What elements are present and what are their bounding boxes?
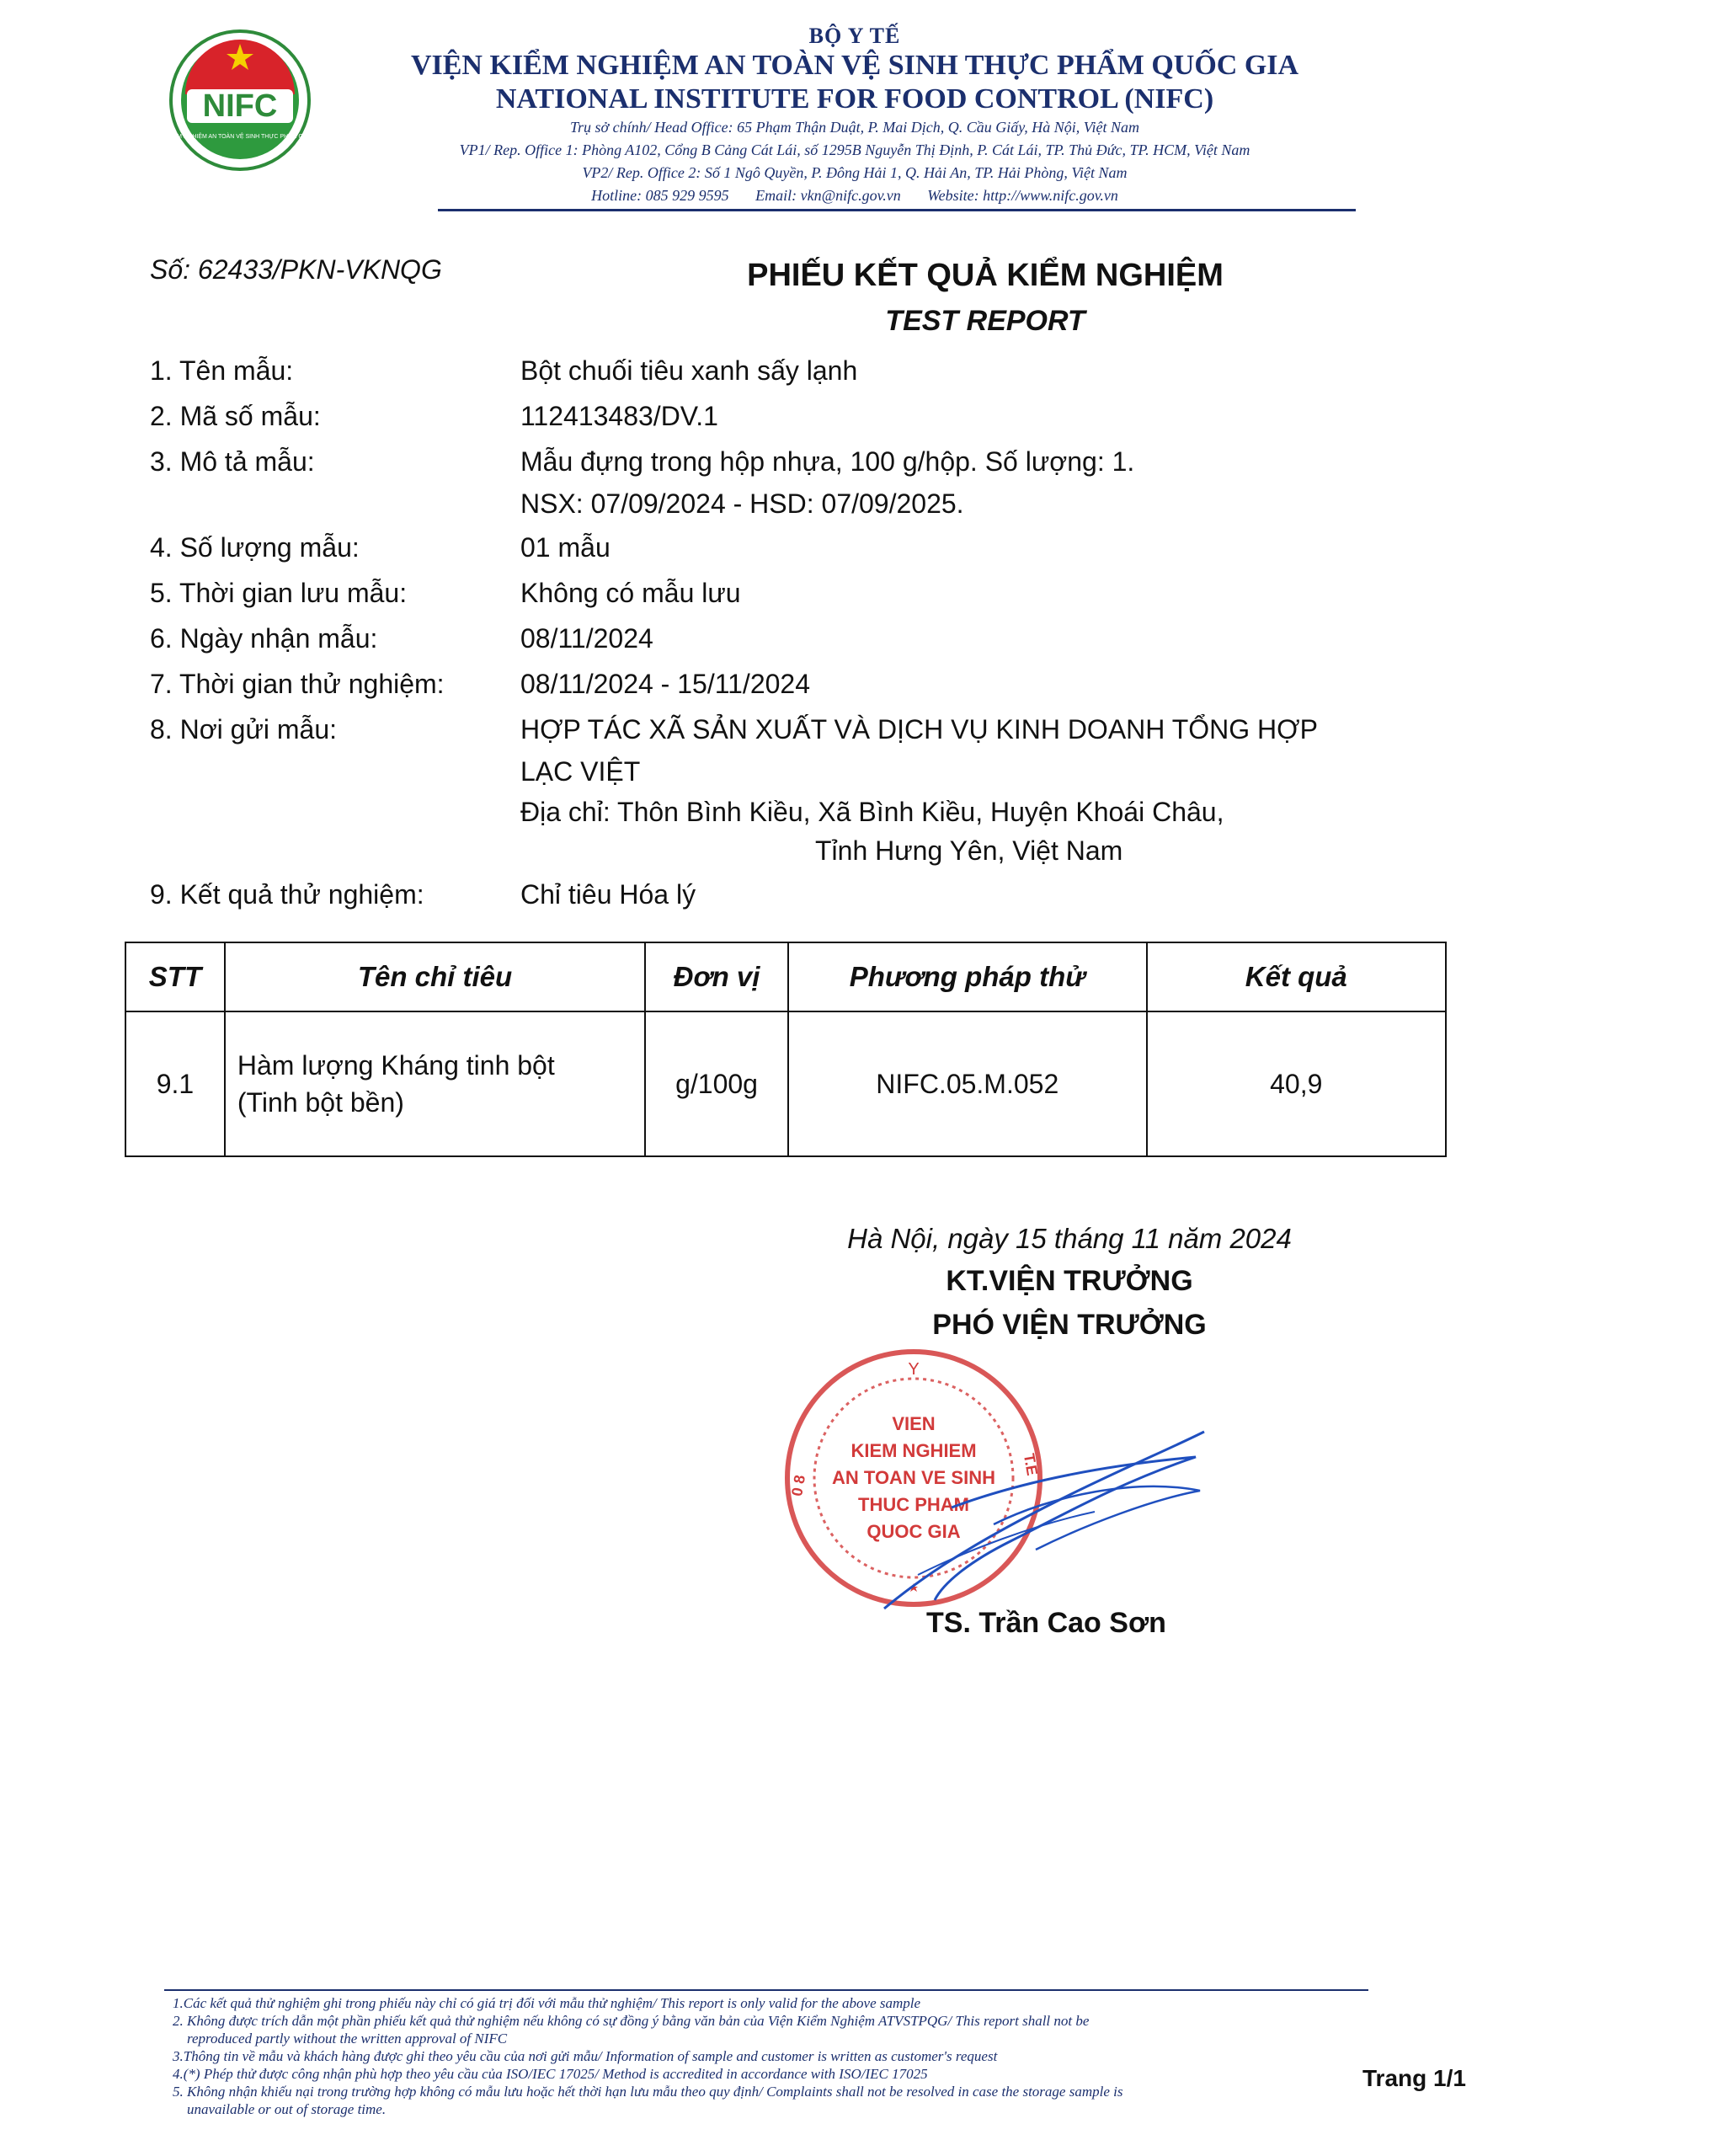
info-label: 8. Nơi gửi mẫu: bbox=[150, 714, 338, 744]
info-value: LẠC VIỆT bbox=[520, 756, 641, 787]
info-value: 08/11/2024 - 15/11/2024 bbox=[520, 669, 810, 699]
stamp-line: AN TOAN VE SINH bbox=[832, 1467, 995, 1488]
report-subtitle: TEST REPORT bbox=[885, 305, 1085, 337]
footer-note: 3.Thông tin về mẫu và khách hàng được ghi theo yêu cầu của nơi gửi mẫu/ Information of sample and customer is written as customer's request bbox=[173, 2048, 998, 2064]
nifc-logo bbox=[152, 29, 328, 172]
handwritten-signature bbox=[867, 1398, 1221, 1617]
col-header-name: Tên chỉ tiêu bbox=[225, 942, 645, 1011]
info-value: Tỉnh Hưng Yên, Việt Nam bbox=[815, 835, 1123, 866]
stamp-line: KIEM NGHIEM bbox=[851, 1440, 977, 1461]
table-header-row bbox=[125, 942, 1446, 1011]
rep-office-2-address: VP2/ Rep. Office 2: Số 1 Ngô Quyền, P. Đông Hải 1, Q. Hải An, TP. Hải Phòng, Việt Nam bbox=[582, 164, 1128, 181]
signing-date: Hà Nội, ngày 15 tháng 11 năm 2024 bbox=[847, 1223, 1292, 1254]
footer-note: 4.(*) Phép thử được công nhận phù hợp theo yêu cầu của ISO/IEC 17025/ Method is accredited in accordance with ISO/IEC 17025 bbox=[173, 2066, 928, 2082]
info-value: Không có mẫu lưu bbox=[520, 578, 741, 608]
col-header-result: Kết quả bbox=[1147, 942, 1446, 1011]
footer-note: 1.Các kết quả thử nghiệm ghi trong phiếu này chỉ có giá trị đối với mẫu thử nghiệm/ This report is only valid for the above sample bbox=[173, 1995, 921, 2011]
contact-line: Hotline: 085 929 9595 Email: vkn@nifc.gov.vn Website: http://www.nifc.gov.vn bbox=[591, 187, 1118, 204]
report-title: PHIẾU KẾT QUẢ KIỂM NGHIỆM bbox=[747, 258, 1224, 293]
cell-unit: g/100g bbox=[645, 1011, 788, 1156]
info-label: 9. Kết quả thử nghiệm: bbox=[150, 879, 424, 910]
ministry-name: BỘ Y TẾ bbox=[808, 24, 901, 48]
rep-office-1-address: VP1/ Rep. Office 1: Phòng A102, Cổng B Cảng Cát Lái, số 1295B Nguyễn Thị Định, P. Cát Lái, TP. Thủ Đức, TP. HCM, Việt Nam bbox=[459, 141, 1250, 158]
cell-method: NIFC.05.M.052 bbox=[788, 1011, 1147, 1156]
institute-name-vi: VIỆN KIỂM NGHIỆM AN TOÀN VỆ SINH THỰC PHẨM QUỐC GIA bbox=[410, 50, 1299, 81]
info-label: 4. Số lượng mẫu: bbox=[150, 532, 360, 563]
signer-name: TS. Trần Cao Sơn bbox=[926, 1607, 1166, 1639]
info-label: 1. Tên mẫu: bbox=[150, 355, 294, 386]
stamp-right-text: T.E bbox=[1020, 1452, 1042, 1477]
cell-stt: 9.1 bbox=[125, 1011, 225, 1156]
table-row bbox=[125, 1011, 1446, 1156]
footer-note: unavailable or out of storage time. bbox=[173, 2101, 387, 2117]
footer-note: reproduced partly without the written approval of NIFC bbox=[173, 2031, 508, 2047]
info-label: 5. Thời gian lưu mẫu: bbox=[150, 578, 408, 608]
info-label: 2. Mã số mẫu: bbox=[150, 401, 321, 431]
col-header-unit: Đơn vị bbox=[645, 942, 788, 1011]
info-label: 6. Ngày nhận mẫu: bbox=[150, 623, 378, 654]
cell-name-line1: Hàm lượng Kháng tinh bột bbox=[237, 1050, 555, 1081]
info-value: 112413483/DV.1 bbox=[520, 401, 718, 431]
info-value: Mẫu đựng trong hộp nhựa, 100 g/hộp. Số lượng: 1. bbox=[520, 446, 1135, 477]
info-value: NSX: 07/09/2024 - HSD: 07/09/2025. bbox=[520, 488, 964, 519]
cell-result: 40,9 bbox=[1147, 1011, 1446, 1156]
stamp-top-text: Y bbox=[908, 1360, 920, 1379]
cell-name-line2: (Tinh bột bền) bbox=[237, 1087, 404, 1118]
page-number: Trang 1/1 bbox=[1362, 2065, 1466, 2091]
institute-name-en: NATIONAL INSTITUTE FOR FOOD CONTROL (NIFC) bbox=[495, 83, 1214, 115]
signer-title-2: PHÓ VIỆN TRƯỞNG bbox=[932, 1309, 1207, 1341]
footer-divider bbox=[164, 1989, 1368, 1991]
head-office-address: Trụ sở chính/ Head Office: 65 Phạm Thận Duật, P. Mai Dịch, Q. Cầu Giấy, Hà Nội, Việt Nam bbox=[570, 119, 1139, 136]
stamp-line: THUC PHAM bbox=[858, 1494, 969, 1515]
header-divider bbox=[438, 209, 1356, 211]
signer-title-1: KT.VIỆN TRƯỞNG bbox=[946, 1265, 1193, 1297]
logo-text: NIFC bbox=[202, 88, 278, 124]
info-label: 7. Thời gian thử nghiệm: bbox=[150, 669, 445, 699]
stamp-left-text: 0 8 bbox=[788, 1473, 809, 1498]
stamp-line: QUOC GIA bbox=[866, 1521, 961, 1542]
info-value: HỢP TÁC XÃ SẢN XUẤT VÀ DỊCH VỤ KINH DOANH TỔNG HỢP bbox=[520, 714, 1318, 744]
info-label: 3. Mô tả mẫu: bbox=[150, 446, 315, 477]
stamp-line: VIEN bbox=[892, 1413, 936, 1434]
logo-ring-text: VIỆN KIỂM NGHIỆM AN TOÀN VỆ SINH THỰC PHẨM QUỐC GIA bbox=[152, 134, 328, 140]
info-value: Chỉ tiêu Hóa lý bbox=[520, 879, 696, 910]
cell-name bbox=[225, 1011, 645, 1156]
footer-notes bbox=[173, 1994, 1385, 2118]
col-header-stt: STT bbox=[125, 942, 225, 1011]
letterhead bbox=[320, 24, 1389, 207]
footer-note: 2. Không được trích dẫn một phần phiếu kết quả thử nghiệm nếu không có sự đồng ý bằng văn bản của Viện Kiểm Nghiệm ATVSTPQG/ This report shall not be bbox=[173, 2013, 1090, 2029]
info-value: Bột chuối tiêu xanh sấy lạnh bbox=[520, 355, 858, 386]
footer-note: 5. Không nhận khiếu nại trong trường hợp không có mẫu lưu hoặc hết thời hạn lưu mẫu theo quy định/ Complaints shall not be resolved in case the storage sample is bbox=[173, 2084, 1123, 2100]
results-table bbox=[125, 942, 1447, 1157]
info-value: Địa chỉ: Thôn Bình Kiều, Xã Bình Kiều, Huyện Khoái Châu, bbox=[520, 797, 1224, 827]
document-number: Số: 62433/PKN-VKNQG bbox=[150, 254, 442, 285]
info-value: 01 mẫu bbox=[520, 532, 611, 563]
col-header-method: Phương pháp thử bbox=[788, 942, 1147, 1011]
info-value: 08/11/2024 bbox=[520, 623, 653, 654]
